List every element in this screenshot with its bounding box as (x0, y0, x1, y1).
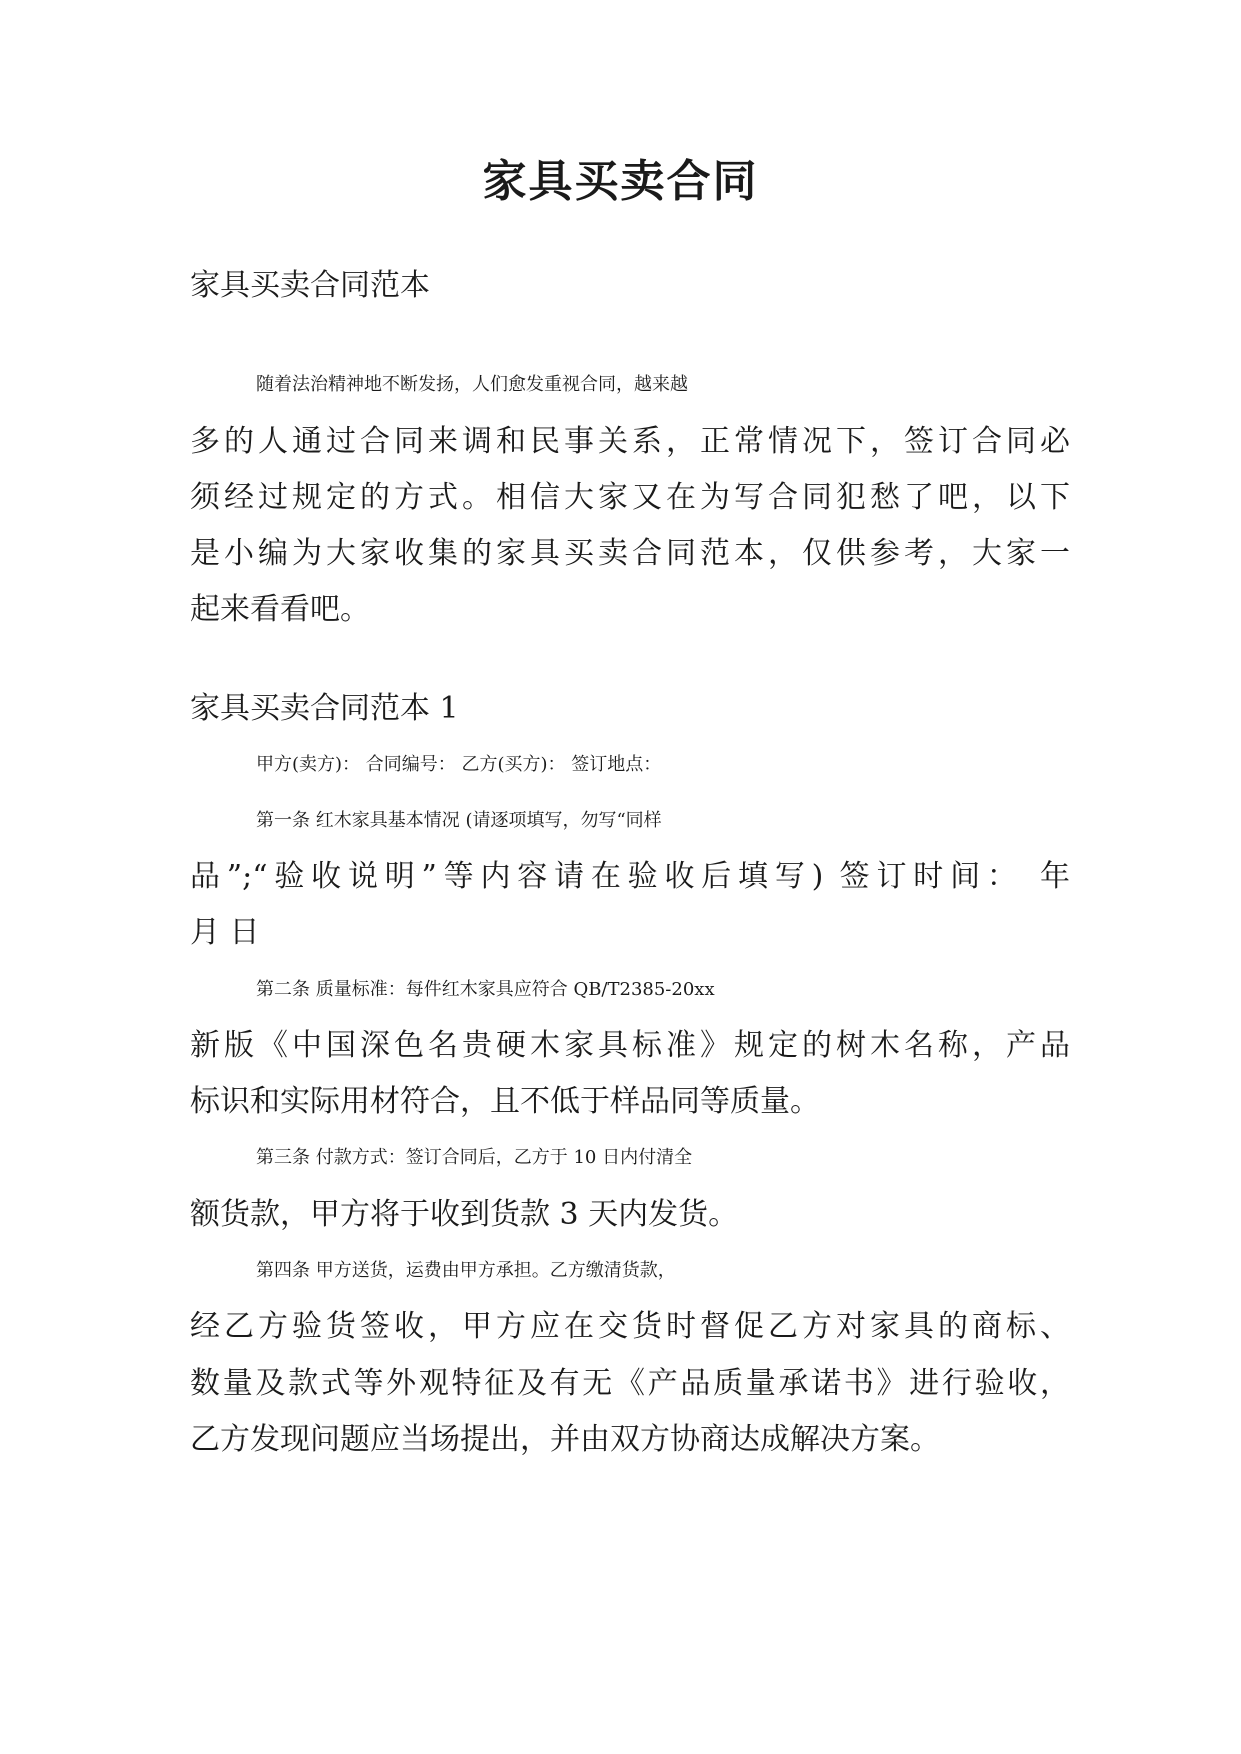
subtitle-line: 家具买卖合同范本 (190, 268, 430, 303)
contract-line: 第四条 甲方送货，运费由甲方承担。乙方缴清货款， (256, 1260, 676, 1281)
contract-line: 乙方发现问题应当场提出，并由双方协商达成解决方案。 (190, 1422, 940, 1457)
intro-line: 是小编为大家收集的家具买卖合同范本，仅供参考，大家一 (190, 536, 1070, 571)
intro-line: 须经过规定的方式。相信大家又在为写合同犯愁了吧，以下 (190, 480, 1070, 515)
intro-line: 多的人通过合同来调和民事关系，正常情况下，签订合同必 (190, 424, 1070, 459)
intro-line: 随着法治精神地不断发扬，人们愈发重视合同，越来越 (256, 374, 688, 395)
contract-line: 甲方(卖方)： 合同编号： 乙方(买方)： 签订地点： (256, 754, 662, 775)
contract-line: 新版《中国深色名贵硬木家具标准》规定的树木名称，产品 (190, 1028, 1070, 1063)
contract-line: 数量及款式等外观特征及有无《产品质量承诺书》进行验收， (190, 1366, 1070, 1401)
contract-line: 第一条 红木家具基本情况 (请逐项填写，勿写“同样 (256, 810, 662, 831)
contract-line: 品”;“验收说明”等内容请在验收后填写) 签订时间： 年 (190, 859, 1070, 894)
contract-line: 额货款，甲方将于收到货款 3 天内发货。 (190, 1197, 739, 1232)
contract-line: 第三条 付款方式：签订合同后，乙方于 10 日内付清全 (256, 1147, 693, 1168)
contract-line: 标识和实际用材符合，且不低于样品同等质量。 (190, 1084, 820, 1119)
contract-line: 月 日 (190, 915, 260, 950)
document-title: 家具买卖合同 (482, 156, 759, 207)
contract-line: 第二条 质量标准：每件红木家具应符合 QB/T2385-20xx (256, 979, 715, 1000)
intro-line: 起来看看吧。 (190, 592, 370, 627)
contract-line: 经乙方验货签收，甲方应在交货时督促乙方对家具的商标、 (190, 1309, 1070, 1344)
section-heading: 家具买卖合同范本 1 (190, 691, 459, 726)
